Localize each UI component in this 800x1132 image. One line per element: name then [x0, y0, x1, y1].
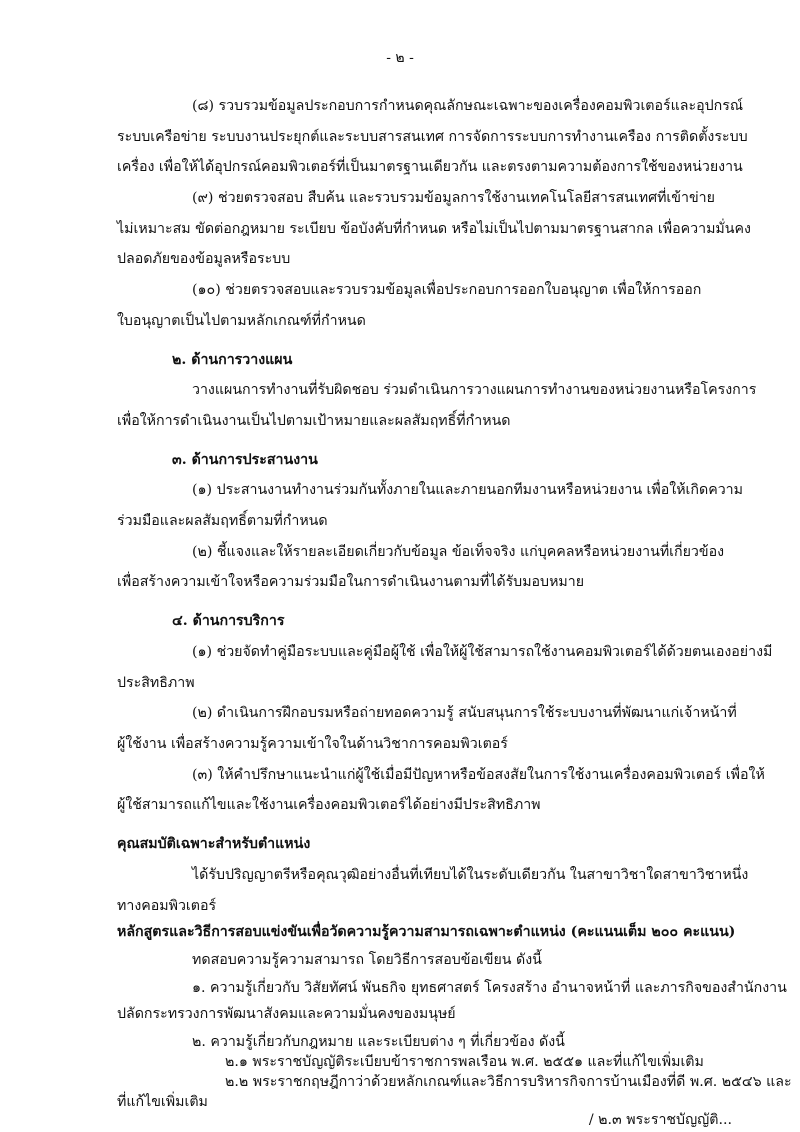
paragraph-line: (๒) ชี้แจงและให้รายละเอียดเกี่ยวกับข้อมูล ข้อเท็จจริง แก่บุคคลหรือหน่วยงานที่เกี่ยวข้อง	[192, 544, 725, 560]
paragraph-line: ผู้ใช้สามารถแก้ไขและใช้งานเครื่องคอมพิวเตอร์ได้อย่างมีประสิทธิภาพ	[117, 797, 541, 813]
section-heading-service: ๔. ด้านการบริการ	[172, 613, 285, 629]
paragraph-line: ผู้ใช้งาน เพื่อสร้างความรู้ความเข้าใจในด้านวิชาการคอมพิวเตอร์	[117, 736, 508, 752]
paragraph-line: ปลอดภัยของข้อมูลหรือระบบ	[117, 251, 291, 267]
paragraph-line: ระบบเครือข่าย ระบบงานประยุกต์และระบบสารสนเทศ การจัดการระบบการทำงานเครือง การติดตั้งระบบ	[117, 129, 748, 145]
paragraph-line: ทดสอบความรู้ความสามารถ โดยวิธีการสอบข้อเขียน ดังนี้	[192, 952, 542, 968]
paragraph-line: ที่แก้ไขเพิ่มเติม	[117, 1094, 208, 1110]
paragraph-line: ทางคอมพิวเตอร์	[117, 898, 217, 914]
paragraph-line: ปลัดกระทรวงการพัฒนาสังคมและความมั่นคงของมนุษย์	[117, 1006, 456, 1022]
paragraph-line: ประสิทธิภาพ	[117, 675, 195, 691]
qualifications-heading: คุณสมบัติเฉพาะสำหรับตำแหน่ง	[117, 836, 311, 852]
paragraph-line: ๑. ความรู้เกี่ยวกับ วิสัยทัศน์ พันธกิจ ยุทธศาสตร์ โครงสร้าง อำนาจหน้าที่ และภารกิจของสำนักงาน	[192, 980, 787, 996]
paragraph-line: ๒.๑ พระราชบัญญัติระเบียบข้าราชการพลเรือน พ.ศ. ๒๕๕๑ และที่แก้ไขเพิ่มเติม	[225, 1054, 704, 1070]
page-number: - ๒ -	[386, 50, 414, 66]
continuation-note: / ๒.๓ พระราชบัญญัติ...	[588, 1112, 732, 1128]
paragraph-line: วางแผนการทำงานที่รับผิดชอบ ร่วมดำเนินการวางแผนการทำงานของหน่วยงานหรือโครงการ	[192, 382, 757, 398]
paragraph-line: ร่วมมือและผลสัมฤทธิ์ตามที่กำหนด	[117, 513, 328, 529]
paragraph-line: ใบอนุญาตเป็นไปตามหลักเกณฑ์ที่กำหนด	[117, 313, 366, 329]
section-heading-planning: ๒. ด้านการวางแผน	[172, 352, 293, 368]
paragraph-line: ๒.๒ พระราชกฤษฎีกาว่าด้วยหลักเกณฑ์และวิธีการบริหารกิจการบ้านเมืองที่ดี พ.ศ. ๒๕๔๖ และ	[225, 1074, 792, 1090]
paragraph-line: (๑) ประสานงานทำงานร่วมกันทั้งภายในและภายนอกทีมงานหรือหน่วยงาน เพื่อให้เกิดความ	[192, 482, 743, 498]
paragraph-line: เครื่อง เพื่อให้ได้อุปกรณ์คอมพิวเตอร์ที่เป็นมาตรฐานเดียวกัน และตรงตามความต้องการใช้ของหน่วยงาน	[117, 159, 743, 175]
paragraph-line: เพื่อสร้างความเข้าใจหรือความร่วมมือในการดำเนินงานตามที่ได้รับมอบหมาย	[117, 574, 585, 590]
paragraph-line: (๙) ช่วยตรวจสอบ สืบค้น และรวบรวมข้อมูลการใช้งานเทคโนโลยีสารสนเทศที่เข้าข่าย	[192, 190, 715, 206]
paragraph-line: (๒) ดำเนินการฝึกอบรมหรือถ่ายทอดความรู้ สนับสนุนการใช้ระบบงานที่พัฒนาแก่เจ้าหน้าที่	[192, 705, 737, 721]
paragraph-line: ได้รับปริญญาตรีหรือคุณวุฒิอย่างอื่นที่เทียบได้ในระดับเดียวกัน ในสาขาวิชาใดสาขาวิชาหนึ่ง	[192, 867, 749, 883]
section-heading-coordination: ๓. ด้านการประสานงาน	[172, 452, 318, 468]
paragraph-line: เพื่อให้การดำเนินงานเป็นไปตามเป้าหมายและผลสัมฤทธิ์ที่กำหนด	[117, 413, 511, 429]
paragraph-line: (๑) ช่วยจัดทำคู่มือระบบและคู่มือผู้ใช้ เพื่อให้ผู้ใช้สามารถใช้งานคอมพิวเตอร์ได้ด้วยตนเองอย่างมี	[192, 644, 773, 660]
paragraph-line: (๓) ให้คำปรึกษาแนะนำแก่ผู้ใช้เมื่อมีปัญหาหรือข้อสงสัยในการใช้งานเครื่องคอมพิวเตอร์ เพื่อให้	[192, 767, 765, 783]
paragraph-line: ๒. ความรู้เกี่ยวกับกฎหมาย และระเบียบต่าง ๆ ที่เกี่ยวข้อง ดังนี้	[192, 1034, 565, 1050]
paragraph-line: (๘) รวบรวมข้อมูลประกอบการกำหนดคุณลักษณะเฉพาะของเครื่องคอมพิวเตอร์และอุปกรณ์	[192, 98, 744, 114]
paragraph-line: ไม่เหมาะสม ขัดต่อกฎหมาย ระเบียบ ข้อบังคับที่กำหนด หรือไม่เป็นไปตามมาตรฐานสากล เพื่อความมั่นคง	[117, 221, 751, 237]
paragraph-line: (๑๐) ช่วยตรวจสอบและรวบรวมข้อมูลเพื่อประกอบการออกใบอนุญาต เพื่อให้การออก	[192, 282, 702, 298]
exam-curriculum-heading: หลักสูตรและวิธีการสอบแข่งขันเพื่อวัดความรู้ความสามารถเฉพาะตำแหน่ง (คะแนนเต็ม ๒๐๐ คะแนน)	[117, 924, 736, 940]
